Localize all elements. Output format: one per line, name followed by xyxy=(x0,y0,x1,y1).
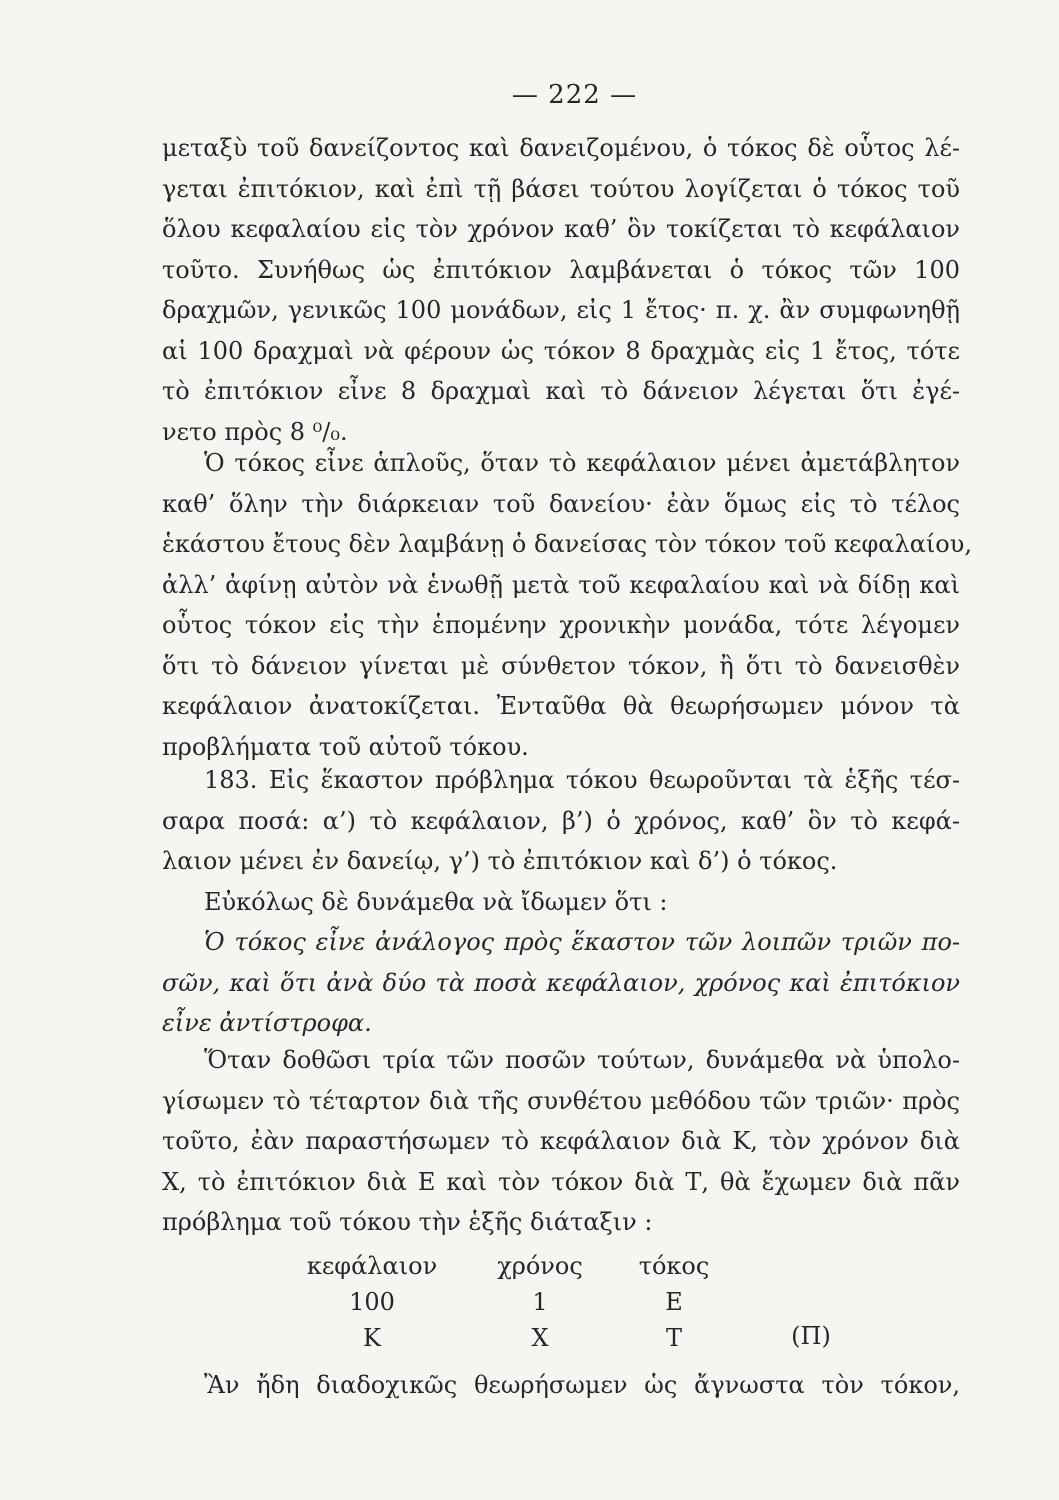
table-row xyxy=(162,1318,960,1354)
text-line: ἑκάστου ἔτους δὲν λαμβάνῃ ὁ δανείσας τὸν τόκον τοῦ κεφαλαίου, xyxy=(162,530,972,558)
text-line: ἀλλ’ ἀφίνῃ αὐτὸν νὰ ἑνωθῇ μετὰ τοῦ κεφαλαίου καὶ νὰ δίδῃ καὶ xyxy=(162,570,960,599)
text-line: δραχμῶν, γενικῶς 100 μονάδων, εἰς 1 ἔτος· π. χ. ἂν συμφωνηθῇ xyxy=(162,296,960,324)
paragraph-notation xyxy=(162,1040,960,1243)
text-line: πρόβλημα τοῦ τόκου τὴν ἑξῆς διάταξιν : xyxy=(162,1208,653,1236)
table-header: τόκος xyxy=(638,1252,710,1280)
text-line: προβλήματα τοῦ αὐτοῦ τόκου. xyxy=(162,732,529,761)
text-line: εἶνε ἀντίστροφα. xyxy=(162,1009,372,1037)
text-line: αἱ 100 δραχμαὶ νὰ φέρουν ὡς τόκον 8 δραχμὰς εἰς 1 ἔτος, τότε xyxy=(162,336,960,365)
table-header: χρόνος xyxy=(497,1252,583,1280)
paragraph-continuation xyxy=(162,1365,960,1406)
table-header-row xyxy=(162,1246,960,1282)
text-line: Ὅταν δοθῶσι τρία τῶν ποσῶν τούτων, δυνάμεθα νὰ ὑπολο- xyxy=(204,1046,960,1074)
text-line: κεφάλαιον ἀνατοκίζεται. Ἐνταῦθα θὰ θεωρήσωμεν μόνον τὰ xyxy=(162,692,960,720)
text-line: μεταξὺ τοῦ δανείζοντος καὶ δανειζομένου, ὁ τόκος δὲ οὗτος λέ- xyxy=(162,134,960,162)
text-line: γίσωμεν τὸ τέταρτον διὰ τῆς συνθέτου μεθόδου τῶν τριῶν· πρὸς xyxy=(162,1086,960,1115)
table-row xyxy=(162,1282,960,1318)
text-line: τοῦτο, ἐὰν παραστήσωμεν τὸ κεφάλαιον διὰ Κ, τὸν χρόνον διὰ xyxy=(162,1127,960,1155)
table-label: (Π) xyxy=(791,1322,831,1350)
text-line: νετο πρὸς 8 ⁰/₀. xyxy=(162,417,348,446)
text-line: σῶν, καὶ ὅτι ἀνὰ δύο τὰ ποσὰ κεφάλαιον, χρόνος καὶ ἐπιτόκιον xyxy=(162,968,960,997)
table-header: κεφάλαιον xyxy=(306,1252,438,1280)
text-line: γεται ἐπιτόκιον, καὶ ἐπὶ τῇ βάσει τούτου λογίζεται ὁ τόκος τοῦ xyxy=(162,174,960,203)
text-line: Χ, τὸ ἐπιτόκιον διὰ Ε καὶ τὸν τόκον διὰ Τ, θὰ ἔχωμεν διὰ πᾶν xyxy=(162,1167,960,1196)
text-line: ὅτι τὸ δάνειον γίνεται μὲ σύνθετον τόκον, ἢ ὅτι τὸ δανεισθὲν xyxy=(162,651,960,680)
text-line: Εὐκόλως δὲ δυνάμεθα νὰ ἴδωμεν ὅτι : xyxy=(204,887,668,916)
text-line: Ὁ τόκος εἶνε ἁπλοῦς, ὅταν τὸ κεφάλαιον μένει ἀμετάβλητον xyxy=(204,449,960,477)
table-cell: 1 xyxy=(532,1288,548,1316)
table-cell: Χ xyxy=(531,1324,549,1352)
interest-table xyxy=(162,1246,960,1354)
paragraph-simple-interest xyxy=(162,443,972,767)
page-number: — 222 — xyxy=(511,80,638,110)
paragraph-section-183 xyxy=(162,760,960,1044)
text-line: καθ’ ὅλην τὴν διάρκειαν τοῦ δανείου· ἐὰν ὅμως εἰς τὸ τέλος xyxy=(162,489,960,518)
table-cell: Τ xyxy=(665,1324,682,1352)
text-line: Ὁ τόκος εἶνε ἀνάλογος πρὸς ἕκαστον τῶν λοιπῶν τριῶν πο- xyxy=(204,928,960,956)
text-line: οὗτος τόκον εἰς τὴν ἑπομένην χρονικὴν μονάδα, τότε λέγομεν xyxy=(162,611,960,639)
text-line: ὅλου κεφαλαίου εἰς τὸν χρόνον καθ’ ὃν τοκίζεται τὸ κεφάλαιον xyxy=(162,215,960,243)
paragraph-interest-definition xyxy=(162,128,960,452)
text-line: σαρα ποσά: α’) τὸ κεφάλαιον, β’) ὁ χρόνος, καθ’ ὃν τὸ κεφά- xyxy=(162,806,960,835)
table-cell: Κ xyxy=(363,1324,381,1352)
text-line: τὸ ἐπιτόκιον εἶνε 8 δραχμαὶ καὶ τὸ δάνειον λέγεται ὅτι ἐγέ- xyxy=(162,377,960,405)
text-line: Ἂν ἤδη διαδοχικῶς θεωρήσωμεν ὡς ἄγνωστα τὸν τόκον, xyxy=(204,1371,960,1399)
table-cell: Ε xyxy=(665,1288,683,1316)
text-line: τοῦτο. Συνήθως ὡς ἐπιτόκιον λαμβάνεται ὁ τόκος τῶν 100 xyxy=(162,255,960,284)
text-line: 183. Εἰς ἕκαστον πρόβλημα τόκου θεωροῦνται τὰ ἑξῆς τέσ- xyxy=(204,766,960,794)
table-cell: 100 xyxy=(349,1288,395,1316)
text-line: λαιον μένει ἐν δανείῳ, γ’) τὸ ἐπιτόκιον καὶ δ’) ὁ τόκος. xyxy=(162,847,838,875)
